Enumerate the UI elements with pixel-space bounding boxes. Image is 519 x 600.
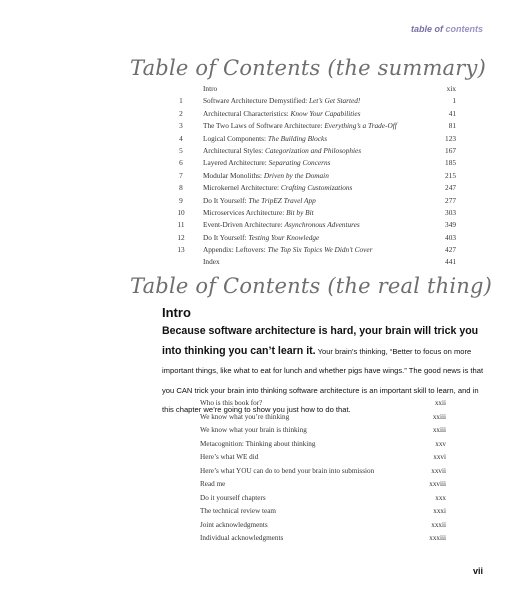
chapter-title-main: Microkernel Architecture:	[203, 183, 281, 193]
chapter-number: 8	[179, 183, 183, 193]
chapter-page: 123	[445, 133, 456, 143]
intro-toc-row[interactable]	[200, 492, 446, 506]
section-page: xxvii	[431, 466, 446, 475]
chapter-title-main: Appendix: Leftovers:	[203, 245, 268, 255]
chapter-subtitle: Asynchronous Adventures	[284, 220, 360, 230]
chapter-number: 5	[179, 145, 183, 155]
chapter-number: 7	[179, 170, 183, 180]
chapter-number: 6	[179, 158, 183, 168]
chapter-title-main: The Two Laws of Software Architecture:	[203, 121, 325, 131]
chapter-page: 185	[445, 158, 456, 168]
intro-toc-row[interactable]	[200, 465, 446, 479]
summary-toc-row[interactable]	[176, 207, 456, 219]
section-title: Read me	[200, 480, 226, 488]
chapter-title-main: Do It Yourself:	[203, 232, 249, 242]
intro-toc-row[interactable]	[200, 438, 446, 452]
section-page: xxv	[435, 439, 446, 448]
summary-toc-row[interactable]	[176, 232, 456, 244]
intro-toc-row[interactable]	[200, 519, 446, 533]
chapter-page: 303	[445, 207, 456, 217]
chapter-subtitle: The Building Blocks	[267, 133, 328, 143]
chapter-title	[203, 244, 372, 256]
chapter-title-main: Intro	[203, 84, 218, 93]
intro-toc-row[interactable]	[200, 478, 446, 492]
section-title: Here’s what YOU can do to bend your brain into submission	[200, 466, 375, 475]
section-title: We know what your brain is thinking	[200, 426, 307, 434]
chapter-title	[203, 182, 352, 194]
chapter-number: 10	[177, 207, 185, 217]
chapter-title	[203, 195, 316, 207]
intro-toc-row[interactable]	[200, 532, 446, 546]
section-title: Do it yourself chapters	[200, 493, 266, 502]
chapter-subtitle: Testing Your Knowledge	[248, 232, 320, 242]
section-page: xxxi	[433, 507, 446, 515]
section-page: xxviii	[429, 480, 446, 488]
intro-toc-row[interactable]	[200, 424, 446, 438]
running-head	[411, 24, 483, 34]
section-page: xxiii	[432, 426, 446, 434]
chapter-number: 9	[179, 195, 183, 205]
summary-toc-row[interactable]	[176, 182, 456, 194]
summary-toc-row[interactable]	[176, 145, 456, 157]
chapter-subtitle: Everything’s a Trade-Off	[324, 121, 397, 131]
section-title: Metacognition: Thinking about thinking	[200, 439, 316, 448]
section-title: Individual acknowledgments	[200, 534, 284, 542]
intro-toc-table	[200, 397, 446, 546]
intro-toc-row[interactable]	[200, 451, 446, 465]
chapter-subtitle: Let’s Get Started!	[308, 96, 361, 106]
chapter-subtitle: Categorization and Philosophies	[265, 145, 362, 155]
intro-toc-row[interactable]	[200, 411, 446, 425]
chapter-title-main: Architectural Characteristics:	[203, 108, 291, 118]
chapter-subtitle: Know Your Capabilities	[290, 108, 361, 118]
chapter-number: 12	[177, 232, 185, 242]
summary-title: Table of Contents (the summary)	[130, 56, 486, 80]
summary-toc-row[interactable]	[176, 133, 456, 145]
chapter-title	[203, 157, 330, 169]
chapter-title	[203, 145, 361, 157]
chapter-title	[203, 83, 217, 95]
chapter-title-main: Layered Architecture:	[203, 158, 269, 168]
chapter-page: 427	[445, 245, 456, 255]
chapter-title-main: Do It Yourself:	[203, 195, 249, 205]
chapter-subtitle: The TripEZ Travel App	[248, 195, 316, 205]
intro-toc-row[interactable]	[200, 397, 446, 411]
section-page: xxxiii	[429, 534, 446, 542]
summary-toc-row[interactable]	[176, 157, 456, 169]
chapter-page: 349	[445, 220, 456, 230]
chapter-title-main: Software Architecture Demystified:	[203, 96, 309, 106]
section-title: The technical review team	[200, 507, 277, 515]
intro-lead: Because software architecture is hard, your brain will trick you into thinking you can’t learn it.	[162, 325, 479, 357]
chapter-subtitle: Driven by the Domain	[263, 170, 329, 180]
page-number: vii	[472, 566, 483, 576]
chapter-title-main: Architectural Styles:	[203, 145, 266, 155]
chapter-subtitle: Separating Concerns	[268, 158, 331, 168]
section-page: xxvi	[433, 453, 446, 461]
running-head-part2: contents	[445, 24, 483, 34]
running-head-part1: table of	[410, 24, 443, 34]
summary-toc-row[interactable]	[176, 170, 456, 182]
chapter-number: 4	[179, 133, 183, 143]
chapter-number: 11	[177, 220, 185, 230]
chapter-page: 1	[452, 96, 456, 106]
summary-toc-row[interactable]	[176, 95, 456, 107]
chapter-number: 13	[177, 245, 185, 255]
summary-toc-row[interactable]	[176, 219, 456, 231]
section-page: xxx	[435, 493, 446, 502]
chapter-title-main: Microservices Architecture:	[203, 207, 287, 217]
chapter-subtitle: Crafting Customizations	[280, 183, 353, 193]
section-title: Joint acknowledgments	[200, 520, 268, 529]
chapter-title	[203, 133, 327, 145]
section-page: xxxii	[431, 520, 446, 529]
chapter-page: xix	[446, 84, 456, 93]
section-title: We know what you’re thinking	[200, 412, 290, 421]
chapter-title	[203, 120, 397, 132]
intro-toc-row[interactable]	[200, 505, 446, 519]
section-title: Who is this book for?	[200, 399, 263, 407]
chapter-title-main: Event-Driven Architecture:	[203, 220, 285, 230]
summary-toc-row[interactable]	[176, 83, 456, 95]
chapter-number: 2	[179, 108, 183, 118]
intro-heading: Intro	[162, 305, 191, 320]
chapter-number: 3	[179, 121, 183, 131]
chapter-title	[203, 108, 360, 120]
summary-toc-row[interactable]	[176, 244, 456, 256]
section-page: xxiii	[432, 412, 446, 421]
summary-toc-table	[176, 83, 456, 269]
chapter-page: 167	[445, 145, 456, 155]
chapter-title	[203, 232, 319, 244]
chapter-title	[203, 170, 329, 182]
chapter-page: 403	[445, 232, 456, 242]
summary-toc-row[interactable]	[176, 256, 456, 268]
chapter-title-main: Modular Monoliths:	[203, 170, 264, 180]
chapter-subtitle: Bit by Bit	[286, 207, 314, 217]
chapter-page: 277	[445, 195, 456, 205]
chapter-title	[203, 219, 360, 231]
chapter-title	[203, 95, 360, 107]
chapter-subtitle: The Top Six Topics We Didn’t Cover	[267, 245, 373, 255]
chapter-title	[203, 207, 314, 219]
section-page: xxii	[434, 399, 446, 407]
chapter-page: 81	[448, 121, 456, 131]
chapter-page: 41	[448, 108, 456, 118]
chapter-page: 247	[445, 183, 456, 193]
summary-toc-row[interactable]	[176, 108, 456, 120]
section-title: Here’s what WE did	[200, 453, 259, 461]
summary-toc-row[interactable]	[176, 120, 456, 132]
chapter-page: 441	[445, 257, 456, 267]
chapter-title	[203, 256, 220, 268]
summary-toc-row[interactable]	[176, 195, 456, 207]
chapter-page: 215	[445, 170, 456, 180]
intro-body: Your brain’s thinking, “Better to focus on more important things, like what to eat for lunch and whether pigs have wings.” The good news is that you CAN trick your brain into thinking software architecture is an important skill to learn, and in this chapter we’re going to show you just how to do that.	[162, 346, 484, 414]
chapter-number: 1	[179, 96, 183, 106]
chapter-title-main: Logical Components:	[203, 133, 268, 143]
real-toc-title: Table of Contents (the real thing)	[130, 274, 493, 298]
chapter-title-main: Index	[203, 257, 220, 267]
